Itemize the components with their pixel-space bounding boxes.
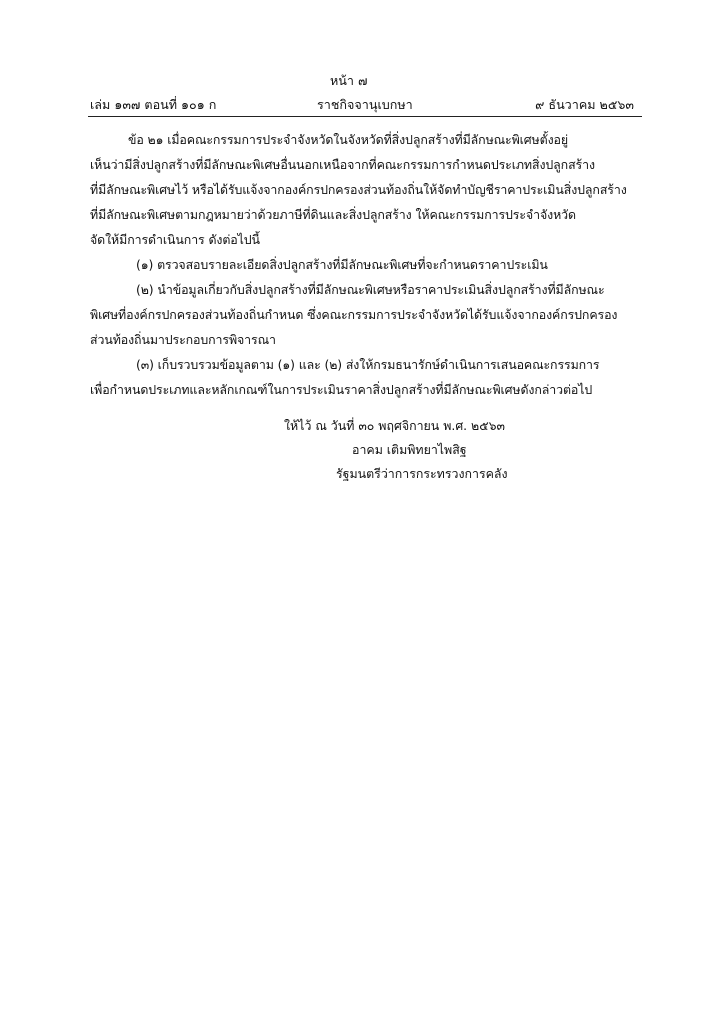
clause-line: จัดให้มีการดำเนินการ ดังต่อไปนี้ (90, 232, 260, 247)
clause-line: ที่มีลักษณะพิเศษไว้ หรือได้รับแจ้งจากองค์กรปกครองส่วนท้องถิ่นให้จัดทำบัญชีราคาประเมินสิ่งปลูกสร้าง (90, 182, 627, 197)
signatory-position: รัฐมนตรีว่าการกระทรวงการคลัง (336, 466, 508, 481)
clause-line: เห็นว่ามีสิ่งปลูกสร้างที่มีลักษณะพิเศษอื่นนอกเหนือจากที่คณะกรรมการกำหนดประเภทสิ่งปลูกสร้าง (90, 157, 595, 172)
item-1-line: (๑) ตรวจสอบรายละเอียดสิ่งปลูกสร้างที่มีลักษณะพิเศษที่จะกำหนดราคาประเมิน (136, 257, 548, 272)
page-number: หน้า ๗ (330, 73, 368, 88)
item-2-line: พิเศษที่องค์กรปกครองส่วนท้องถิ่นกำหนด ซึ่งคณะกรรมการประจำจังหวัดได้รับแจ้งจากองค์กรปกครอง (90, 307, 618, 322)
item-3-line: (๓) เก็บรวบรวมข้อมูลตาม (๑) และ (๒) ส่งให้กรมธนารักษ์ดำเนินการเสนอคณะกรรมการ (136, 357, 600, 372)
clause-line: ข้อ ๒๑ เมื่อคณะกรรมการประจำจังหวัดในจังหวัดที่สิ่งปลูกสร้างที่มีลักษณะพิเศษตั้งอยู่ (128, 132, 569, 147)
clause-line: ที่มีลักษณะพิเศษตามกฎหมายว่าด้วยภาษีที่ดินและสิ่งปลูกสร้าง ให้คณะกรรมการประจำจังหวัด (90, 207, 576, 222)
item-2-line: (๒) นำข้อมูลเกี่ยวกับสิ่งปลูกสร้างที่มีลักษณะพิเศษหรือราคาประเมินสิ่งปลูกสร้างที่มีลักษณะ (136, 282, 605, 297)
signatory-name: อาคม เติมพิทยาไพสิฐ (352, 442, 467, 457)
item-2-line: ส่วนท้องถิ่นมาประกอบการพิจารณา (90, 332, 276, 347)
given-date: ให้ไว้ ณ วันที่ ๓๐ พฤศจิกายน พ.ศ. ๒๕๖๓ (284, 418, 505, 433)
header-rule (88, 116, 642, 117)
item-3-line: เพื่อกำหนดประเภทและหลักเกณฑ์ในการประเมินราคาสิ่งปลูกสร้างที่มีลักษณะพิเศษดังกล่าวต่อไป (90, 382, 593, 397)
gazette-volume: เล่ม ๑๓๗ ตอนที่ ๑๐๑ ก (90, 97, 217, 112)
gazette-title: ราชกิจจานุเบกษา (317, 97, 413, 112)
gazette-date: ๙ ธันวาคม ๒๕๖๓ (535, 97, 634, 112)
